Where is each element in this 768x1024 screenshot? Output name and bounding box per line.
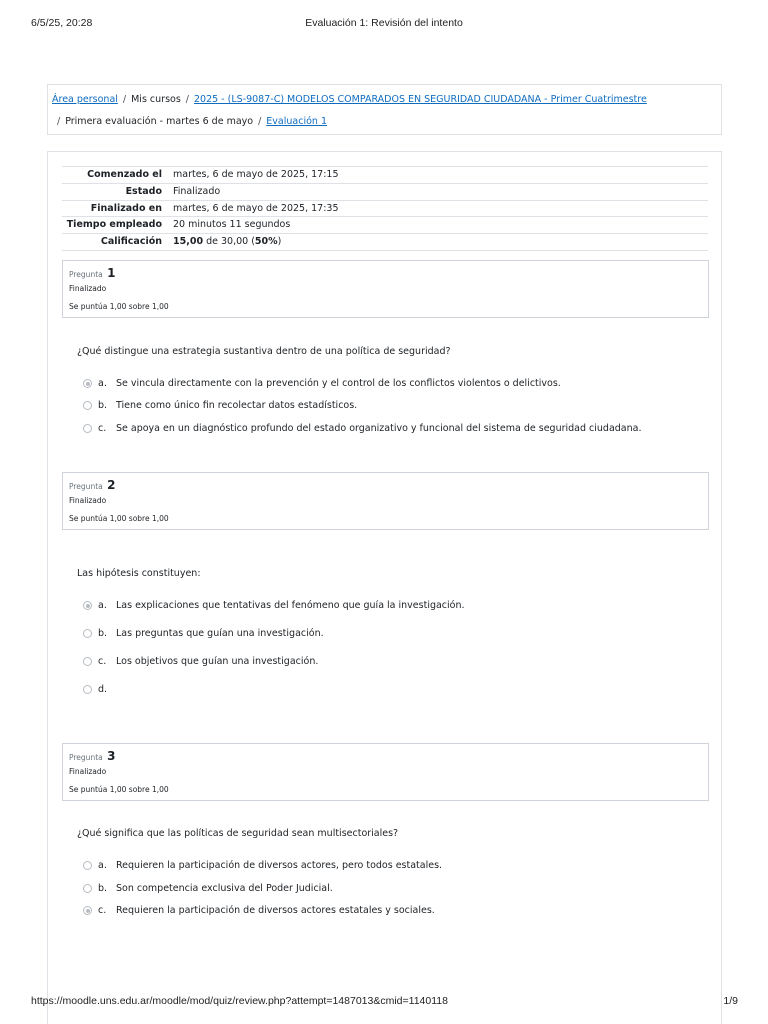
answer-letter: b.	[98, 400, 108, 411]
question-number-value: 3	[107, 749, 116, 763]
answer-letter: a.	[98, 860, 107, 871]
radio-icon[interactable]	[83, 884, 92, 893]
answer-text: Los objetivos que guían una investigación.	[116, 656, 319, 667]
grade-close: )	[277, 236, 282, 248]
print-url: https://moodle.uns.edu.ar/moodle/mod/quiz/review.php?attempt=1487013&cmid=1140118	[31, 995, 448, 1007]
question-number-value: 1	[107, 266, 116, 280]
answer-letter: a.	[98, 378, 107, 389]
answer-letter: c.	[98, 423, 107, 434]
radio-icon[interactable]	[83, 401, 92, 410]
answer-text: Requieren la participación de diversos actores, pero todos estatales.	[116, 860, 443, 871]
breadcrumb-separator: /	[258, 116, 262, 127]
question-grade: Se puntúa 1,00 sobre 1,00	[69, 785, 169, 794]
question-label: Pregunta	[69, 753, 103, 762]
print-footer	[0, 995, 768, 1009]
question-text: ¿Qué distingue una estrategia sustantiva dentro de una política de seguridad?	[77, 346, 451, 357]
radio-icon[interactable]	[83, 685, 92, 694]
question-label: Pregunta	[69, 270, 103, 279]
summary-row-state	[62, 184, 708, 201]
radio-icon[interactable]	[83, 861, 92, 870]
breadcrumb-line-1	[52, 94, 647, 105]
breadcrumb-home-link[interactable]: Área personal	[52, 94, 118, 105]
grade-score: 15,00	[173, 236, 204, 248]
print-page-title: Evaluación 1: Revisión del intento	[305, 17, 463, 29]
question-state: Finalizado	[69, 284, 107, 293]
answer-text: Las explicaciones que tentativas del fenómeno que guía la investigación.	[116, 600, 465, 611]
radio-selected-icon[interactable]	[83, 379, 92, 388]
summary-value: 20 minutos 11 segundos	[173, 219, 291, 231]
answer-letter: b.	[98, 628, 108, 639]
question-number	[69, 266, 115, 280]
radio-selected-icon[interactable]	[83, 601, 92, 610]
breadcrumb-line-2	[57, 116, 327, 127]
answer-letter: b.	[98, 883, 108, 894]
summary-value: martes, 6 de mayo de 2025, 17:15	[173, 169, 339, 180]
answer-letter: d.	[98, 684, 108, 695]
print-page-number: 1/9	[723, 995, 738, 1007]
answer-letter: c.	[98, 656, 107, 667]
print-header	[0, 17, 768, 31]
attempt-summary-table	[62, 166, 708, 251]
summary-row-started	[62, 167, 708, 184]
summary-value: martes, 6 de mayo de 2025, 17:35	[173, 202, 339, 214]
answer-text: Las preguntas que guían una investigación.	[116, 628, 324, 639]
question-number	[69, 749, 115, 763]
summary-row-grade	[62, 234, 708, 251]
summary-grade-value	[173, 236, 281, 247]
question-info	[62, 743, 709, 801]
summary-label: Comenzado el	[87, 169, 162, 180]
question-label: Pregunta	[69, 482, 103, 491]
answer-text: Se apoya en un diagnóstico profundo del estado organizativo y funcional del sistema de seguridad ciudadana.	[116, 423, 642, 434]
breadcrumb-quiz-link[interactable]: Evaluación 1	[266, 116, 327, 127]
answer-letter: a.	[98, 600, 107, 611]
radio-icon[interactable]	[83, 424, 92, 433]
breadcrumb	[47, 84, 722, 135]
question-info	[62, 472, 709, 530]
answer-letter: c.	[98, 905, 107, 916]
summary-label: Estado	[125, 185, 162, 197]
question-grade: Se puntúa 1,00 sobre 1,00	[69, 514, 169, 523]
summary-row-finished	[62, 201, 708, 218]
summary-label: Calificación	[100, 236, 162, 248]
answer-text: Tiene como único fin recolectar datos estadísticos.	[116, 400, 358, 411]
summary-label: Tiempo empleado	[66, 219, 162, 231]
question-number-value: 2	[107, 478, 116, 492]
question-text: Las hipótesis constituyen:	[77, 568, 201, 579]
breadcrumb-course-link[interactable]: 2025 - (LS-9087-C) MODELOS COMPARADOS EN SEGURIDAD CIUDADANA - Primer Cuatrimestre	[193, 94, 647, 105]
radio-selected-icon[interactable]	[83, 906, 92, 915]
print-datetime: 6/5/25, 20:28	[31, 17, 93, 29]
grade-of: de 30,00 (	[206, 236, 255, 248]
answer-text: Son competencia exclusiva del Poder Judicial.	[116, 883, 333, 894]
question-state: Finalizado	[69, 496, 107, 505]
answer-text: Se vincula directamente con la prevención y el control de los conflictos violentos o delictivos.	[116, 378, 561, 389]
grade-percent: 50%	[254, 236, 278, 248]
quiz-review-region	[47, 151, 722, 1024]
question-number	[69, 478, 115, 492]
radio-icon[interactable]	[83, 657, 92, 666]
summary-value: Finalizado	[173, 185, 221, 197]
breadcrumb-my-courses: Mis cursos	[131, 94, 181, 105]
question-state: Finalizado	[69, 767, 107, 776]
answer-text: Requieren la participación de diversos actores estatales y sociales.	[116, 905, 435, 916]
breadcrumb-section: Primera evaluación - martes 6 de mayo	[65, 116, 254, 127]
summary-label: Finalizado en	[90, 202, 162, 214]
question-info	[62, 260, 709, 318]
breadcrumb-separator: /	[122, 94, 127, 105]
breadcrumb-separator: /	[57, 116, 61, 127]
radio-icon[interactable]	[83, 629, 92, 638]
breadcrumb-separator: /	[185, 94, 189, 105]
question-grade: Se puntúa 1,00 sobre 1,00	[69, 302, 169, 311]
summary-row-time	[62, 217, 708, 234]
question-text: ¿Qué significa que las políticas de seguridad sean multisectoriales?	[77, 828, 399, 839]
